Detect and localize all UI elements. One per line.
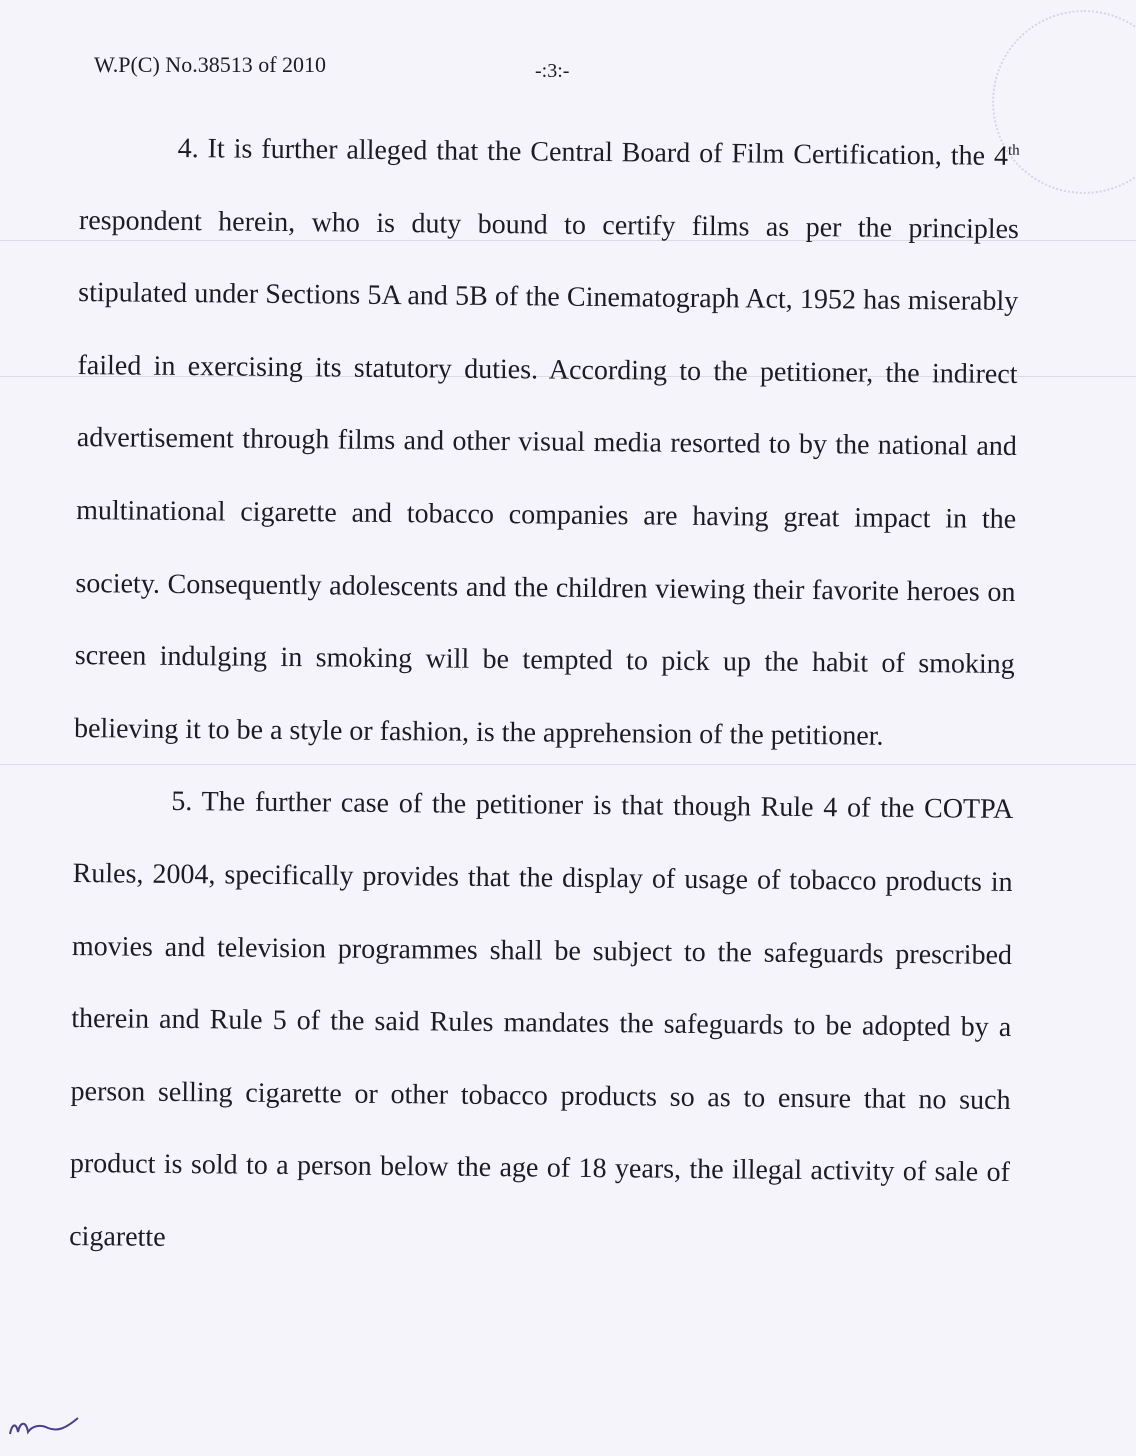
ordinal-superscript: th (1007, 142, 1020, 159)
paragraph-5: 5. The further case of the petitioner is that though Rule 4 of the COTPA Rules, 2004, specifically provides that the display of usage of tobacco products in movies and television programmes shall be subject to the safeguards prescribed therein and Rule 5 of the said Rules mandates the safeguards to be adopted by a person selling cigarette or other tobacco products so as to ensure that no such product is sold to a person below the age of 18 years, the illegal activity of sale of cigarette (69, 786, 1014, 1253)
paragraph-4-text-b: respondent herein, who is duty bound to certify films as per the principles stipulated under Sections 5A and 5B of the Cinematograph Act, 1952 has miserably failed in exercising its statutory duties. According to the petitioner, the indirect advertisement through films and other visual media resorted to by the national and multinational cigarette and tobacco companies are having great impact in the society. Consequently adolescents and the children viewing their favorite heroes on screen indulging in smoking will be tempted to pick up the habit of smoking believing it to be a style or fashion, is the apprehension of the petitioner. (73, 204, 1020, 752)
paragraph-4-text-a: 4. It is further alleged that the Central Board of Film Certification, the 4 (177, 132, 1009, 172)
document-body (69, 112, 1020, 1282)
page-header (94, 52, 1136, 86)
handwritten-initials-icon (6, 1404, 86, 1444)
paragraph-4 (74, 112, 1020, 774)
page-number: -:3:- (535, 60, 570, 82)
case-number: W.P(C) No.38513 of 2010 (94, 52, 327, 77)
